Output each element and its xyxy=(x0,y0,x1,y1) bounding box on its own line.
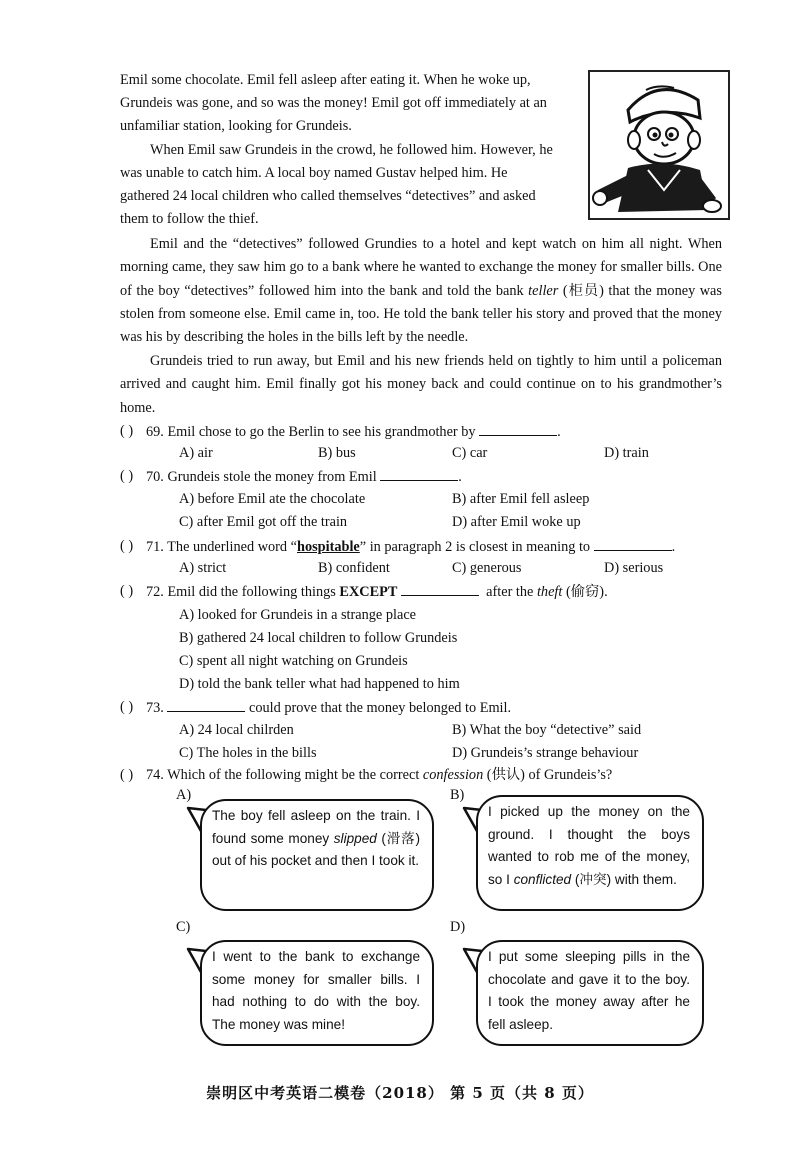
option-c: C) car xyxy=(452,445,488,461)
question-69: 69. Emil chose to go the Berlin to see his grandmother by . xyxy=(146,421,561,442)
answer-blank xyxy=(380,466,458,481)
option-a: A) air xyxy=(179,445,213,461)
passage-line: unfamiliar station, looking for Grundeis. xyxy=(120,118,352,134)
option-c: C) spent all night watching on Grundeis xyxy=(179,653,408,669)
passage-line: was unable to catch him. A local boy named Gustav helped him. He xyxy=(120,165,508,181)
option-d: D) after Emil woke up xyxy=(452,514,581,530)
option-d: D) serious xyxy=(604,560,664,576)
confession-word: confession xyxy=(422,767,484,783)
bubble-option-c: I went to the bank to exchange some money for smaller bills. I had nothing to do with the boy. The money was mine! xyxy=(200,940,434,1046)
answer-paren[interactable]: ( ) xyxy=(120,583,134,599)
option-a: A) 24 local chilrden xyxy=(179,722,294,738)
bubble-option-d: I put some sleeping pills in the chocolate and gave it to the boy. I took the money away after he fell asleep. xyxy=(476,940,704,1046)
teller-word: teller xyxy=(528,282,559,299)
bubble-option-b: I picked up the money on the ground. I thought the boys wanted to rob me of the money, so I conflicted (冲突) with them. xyxy=(476,795,704,911)
except-word: EXCEPT xyxy=(339,584,398,600)
option-label-d: D) xyxy=(450,919,466,935)
option-c: C) The holes in the bills xyxy=(179,745,317,761)
answer-blank xyxy=(401,581,479,596)
option-b: B) confident xyxy=(318,560,390,576)
option-b: B) What the boy “detective” said xyxy=(452,722,642,738)
option-c: C) generous xyxy=(452,560,522,576)
answer-paren[interactable]: ( ) xyxy=(120,767,134,783)
question-74: 74. Which of the following might be the correct confession (供认) of Grundeis’s? xyxy=(146,767,613,783)
question-71: 71. The underlined word “hospitable” in paragraph 2 is closest in meaning to . xyxy=(146,536,675,557)
answer-blank xyxy=(594,536,672,551)
theft-word: theft xyxy=(536,584,563,600)
answer-paren[interactable]: ( ) xyxy=(120,699,134,715)
option-label-a: A) xyxy=(176,787,192,803)
answer-blank xyxy=(479,421,557,436)
question-70: 70. Grundeis stole the money from Emil . xyxy=(146,466,462,487)
question-72: 72. Emil did the following things EXCEPT after the theft (偷窃). xyxy=(146,581,608,602)
option-b: B) bus xyxy=(318,445,356,461)
passage-line: gathered 24 local children who called themselves “detectives” and asked xyxy=(120,188,536,204)
option-b: B) gathered 24 local children to follow Grundeis xyxy=(179,630,458,646)
boy-illustration xyxy=(588,70,730,220)
option-c: C) after Emil got off the train xyxy=(179,514,348,530)
answer-paren[interactable]: ( ) xyxy=(120,468,134,484)
bubble-option-a: The boy fell asleep on the train. I found some money slipped (滑落) out of his pocket and then I took it. xyxy=(200,799,434,911)
option-a: A) looked for Grundeis in a strange place xyxy=(179,607,417,623)
answer-paren[interactable]: ( ) xyxy=(120,538,134,554)
passage-line: Emil some chocolate. Emil fell asleep after eating it. When he woke up, xyxy=(120,72,531,88)
option-d: D) told the bank teller what had happened to him xyxy=(179,676,460,692)
question-73: 73. could prove that the money belonged to Emil. xyxy=(146,697,511,718)
passage-line: them to follow the thief. xyxy=(120,211,259,227)
passage-line: Grundeis was gone, and so was the money! Emil got off immediately at an xyxy=(120,95,547,111)
hospitable-word: hospitable xyxy=(297,539,360,555)
option-d: D) train xyxy=(604,445,649,461)
option-d: D) Grundeis’s strange behaviour xyxy=(452,745,639,761)
option-label-c: C) xyxy=(176,919,191,935)
passage-paragraph-3: Emil and the “detectives” followed Grundies to a hotel and kept watch on him all night. When morning came, they saw him go to a bank where he wanted to exchange the money for smaller bills. One of the boy “detectives” followed him into the bank and told the bank teller (柜员) that the money was stolen from someone else. Emil came in, too. He told the bank teller his story and proved that the money was his by describing the holes in the bills left by the needle. xyxy=(120,236,722,346)
answer-paren[interactable]: ( ) xyxy=(120,423,134,439)
passage-line: When Emil saw Grundeis in the crowd, he followed him. However, he xyxy=(150,142,553,158)
option-a: A) strict xyxy=(179,560,227,576)
option-b: B) after Emil fell asleep xyxy=(452,491,590,507)
option-a: A) before Emil ate the chocolate xyxy=(179,491,366,507)
option-label-b: B) xyxy=(450,787,465,803)
page-footer: 崇明区中考英语二模卷（2018） 第 5 页（共 8 页） xyxy=(206,1084,594,1102)
answer-blank xyxy=(167,697,245,712)
passage-paragraph-4: Grundeis tried to run away, but Emil and his new friends held on tightly to him until a policeman arrived and caught him. Emil finally got his money back and could continue on to his grandmother’s home. xyxy=(120,353,722,416)
